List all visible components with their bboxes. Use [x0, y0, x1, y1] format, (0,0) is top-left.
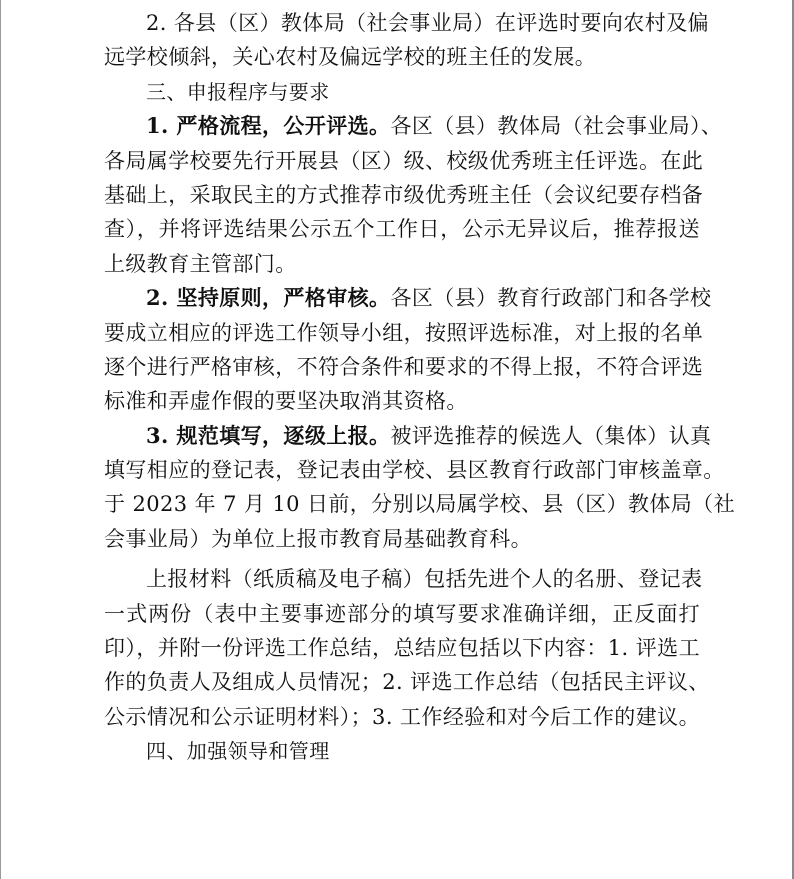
text-span: 各区（县）教体局（社会事业局）、: [390, 114, 723, 139]
paragraph-lead: 2. 坚持原则，严格审核。: [146, 285, 391, 311]
text-line: 远学校倾斜，关心农村及偏远学校的班主任的发展。: [104, 45, 597, 70]
section-heading-procedures: 三、申报程序与要求: [146, 79, 330, 104]
text-line: 各局属学校要先行开展县（区）级、校级优秀班主任评选。在此: [104, 148, 704, 173]
text-line: 上级教育主管部门。: [104, 251, 297, 276]
paragraph-lead: 3. 规范填写，逐级上报。: [146, 422, 391, 448]
text-span: 各区（县）教育行政部门和各学校: [390, 286, 712, 311]
section-heading-leadership: 四、加强领导和管理: [146, 739, 330, 764]
text-line: 作的负责人及组成人员情况；2. 评选工作总结（包括民主评议、: [104, 670, 710, 695]
text-line: 标准和弄虚作假的要坚决取消其资格。: [104, 389, 468, 414]
text-span: 被评选推荐的候选人（集体）认真: [390, 423, 712, 448]
paragraph-standard-filling: [104, 419, 735, 557]
text-line: 印），并附一份评选工作总结，总结应包括以下内容：1. 评选工: [104, 636, 700, 661]
paragraph-rural-schools: [104, 6, 709, 75]
paragraph-lead: 1. 严格流程，公开评选。: [146, 113, 391, 139]
text-line: 上报材料（纸质稿及电子稿）包括先进个人的名册、登记表: [146, 567, 703, 592]
text-line: [104, 419, 712, 453]
paragraph-strict-review: [104, 281, 712, 419]
paragraph-submission-materials: [104, 562, 710, 734]
text-line: [104, 109, 723, 143]
text-line: 2. 各县（区）教体局（社会事业局）在评选时要向农村及偏: [146, 11, 709, 35]
paragraph-strict-process: [104, 109, 723, 281]
text-line: 于 2023 年 7 月 10 日前，分别以局属学校、县（区）教体局（社: [104, 492, 735, 517]
text-line: [104, 281, 712, 315]
text-line: 公示情况和公示证明材料）；3. 工作经验和对今后工作的建议。: [104, 704, 700, 729]
text-line: 查），并将评选结果公示五个工作日，公示无异议后，推荐报送: [104, 217, 700, 242]
text-line: 逐个进行严格审核，不符合条件和要求的不得上报，不符合评选: [104, 354, 704, 379]
document-body: [104, 6, 735, 769]
text-line: 会事业局）为单位上报市教育局基础教育科。: [104, 526, 532, 551]
text-line: 要成立相应的评选工作领导小组，按照评选标准，对上报的名单: [104, 320, 704, 345]
text-line: 基础上，采取民主的方式推荐市级优秀班主任（会议纪要存档备: [104, 182, 704, 207]
text-line: 填写相应的登记表，登记表由学校、县区教育行政部门审核盖章。: [104, 458, 725, 483]
page-left-edge: [0, 0, 1, 879]
text-line: 一式两份（表中主要事迹部分的填写要求准确详细，正反面打: [104, 601, 700, 626]
